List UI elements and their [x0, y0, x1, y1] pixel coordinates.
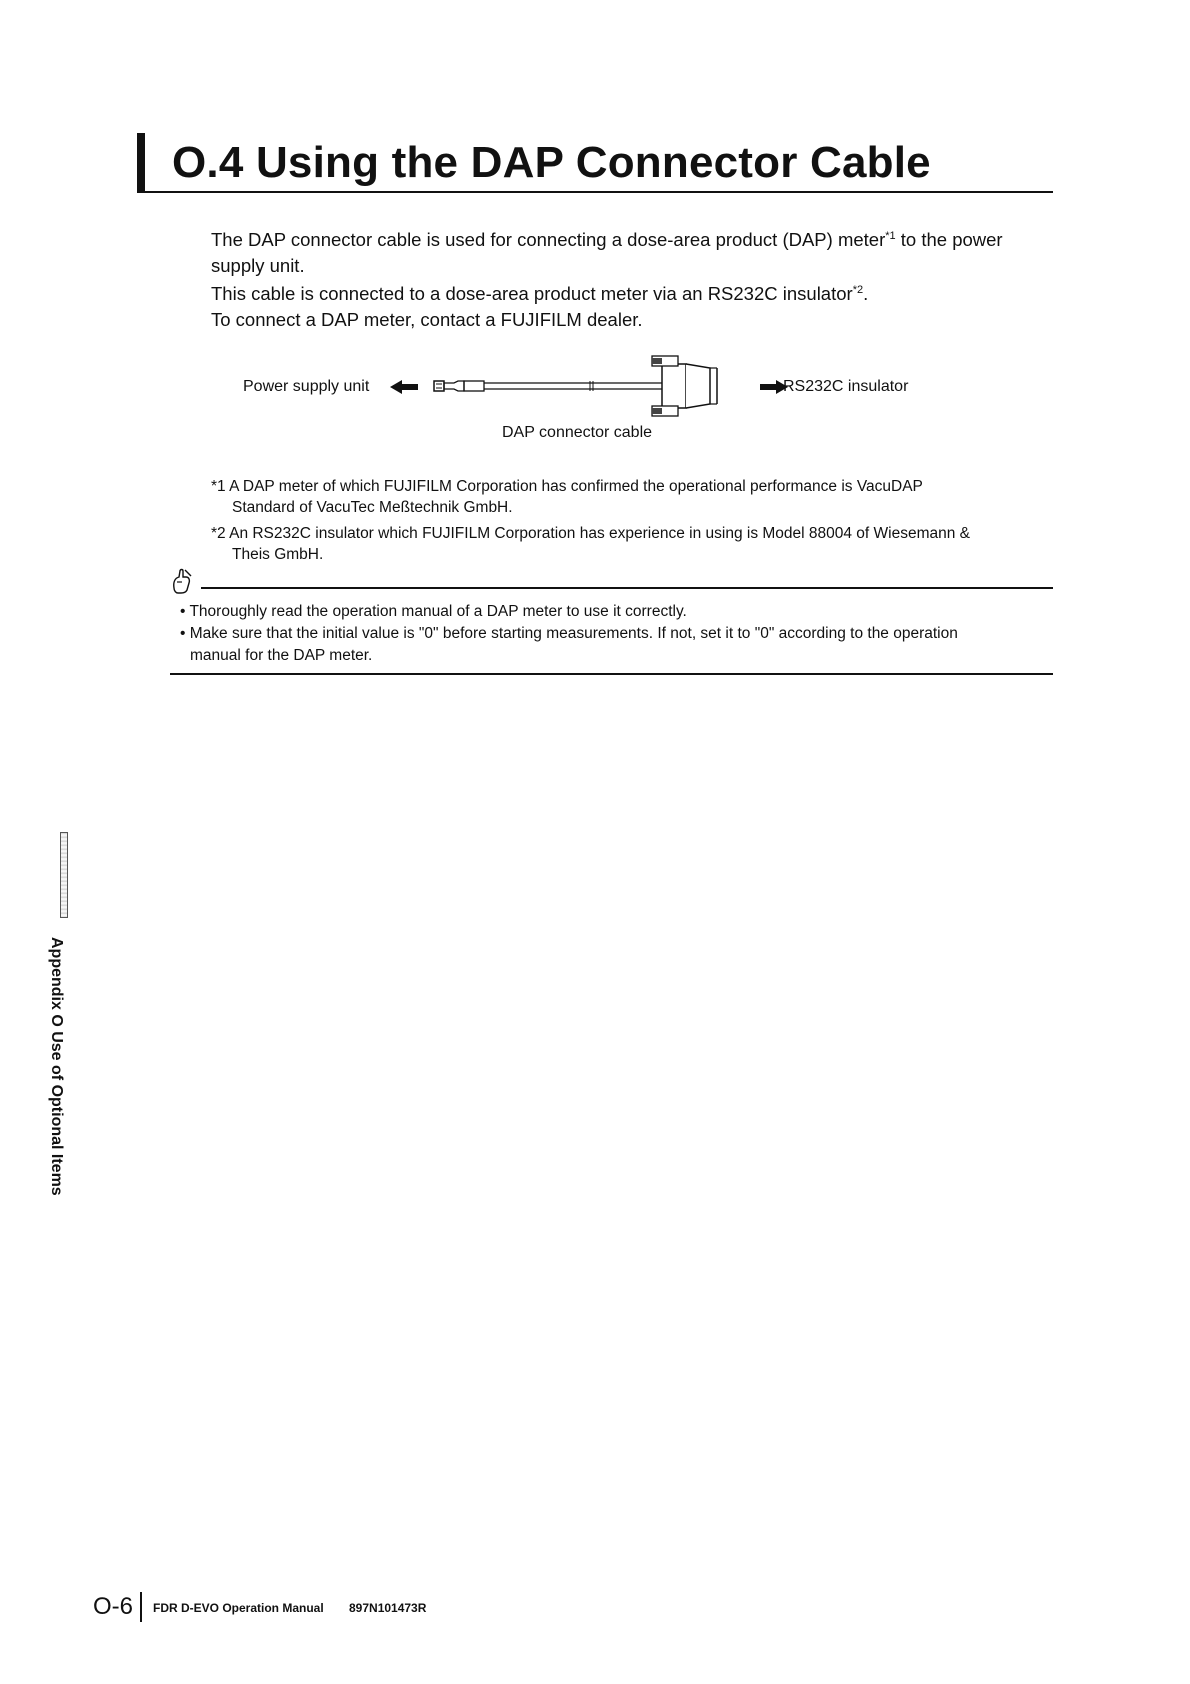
- note-rule-bottom: [170, 673, 1053, 675]
- hand-writing-note-icon: [171, 568, 193, 594]
- intro-line-4: To connect a DAP meter, contact a FUJIFILM dealer.: [211, 309, 643, 330]
- note-item-2-line-1: • Make sure that the initial value is "0" before starting measurements. If not, set it to "0" according to the operation: [180, 625, 958, 642]
- diagram-label-rs232c-insulator: RS232C insulator: [783, 378, 909, 395]
- note-rule-top: [201, 587, 1053, 589]
- footnote-1-line-1: *1 A DAP meter of which FUJIFILM Corporation has confirmed the operational performance is VacuDAP: [211, 478, 923, 495]
- footnote-ref-1: *1: [885, 229, 896, 242]
- intro-line-2: supply unit.: [211, 255, 305, 276]
- intro-line-3: [211, 281, 868, 307]
- footer-manual-title: FDR D-EVO Operation Manual: [153, 1601, 324, 1615]
- footnote-1-line-2: Standard of VacuTec Meßtechnik GmbH.: [232, 499, 513, 516]
- page-title: O.4 Using the DAP Connector Cable: [172, 138, 931, 187]
- dap-connector-cable-illustration: [430, 350, 730, 422]
- intro-line-1: [211, 227, 1003, 253]
- note-item-2-line-2: manual for the DAP meter.: [190, 647, 373, 664]
- footer-separator: [140, 1592, 142, 1622]
- diagram-caption: DAP connector cable: [502, 424, 653, 441]
- side-tab-label: Appendix O Use of Optional Items: [48, 937, 65, 1196]
- heading-bar: [137, 133, 145, 193]
- footnote-2-line-2: Theis GmbH.: [232, 546, 324, 563]
- note-item-1: • Thoroughly read the operation manual of a DAP meter to use it correctly.: [180, 603, 687, 620]
- footnote-2-line-1: *2 An RS232C insulator which FUJIFILM Corporation has experience in using is Model 88004 of Wiesemann &: [211, 525, 971, 542]
- footnote-ref-2: *2: [852, 283, 864, 296]
- heading-rule: [137, 191, 1053, 193]
- arrow-left-icon: [390, 380, 418, 394]
- diagram-label-power-supply: Power supply unit: [243, 378, 370, 395]
- page-number: O-6: [93, 1593, 134, 1620]
- intro-line-3-text: This cable is connected to a dose-area product meter via an RS232C insulator: [211, 283, 853, 304]
- intro-line-1-tail: to the power: [895, 229, 1003, 250]
- intro-line-1-text: The DAP connector cable is used for connecting a dose-area product (DAP) meter: [211, 229, 886, 250]
- side-tab-marker: [60, 832, 68, 918]
- intro-line-3-tail: .: [863, 283, 869, 304]
- footer-document-code: 897N101473R: [349, 1601, 427, 1615]
